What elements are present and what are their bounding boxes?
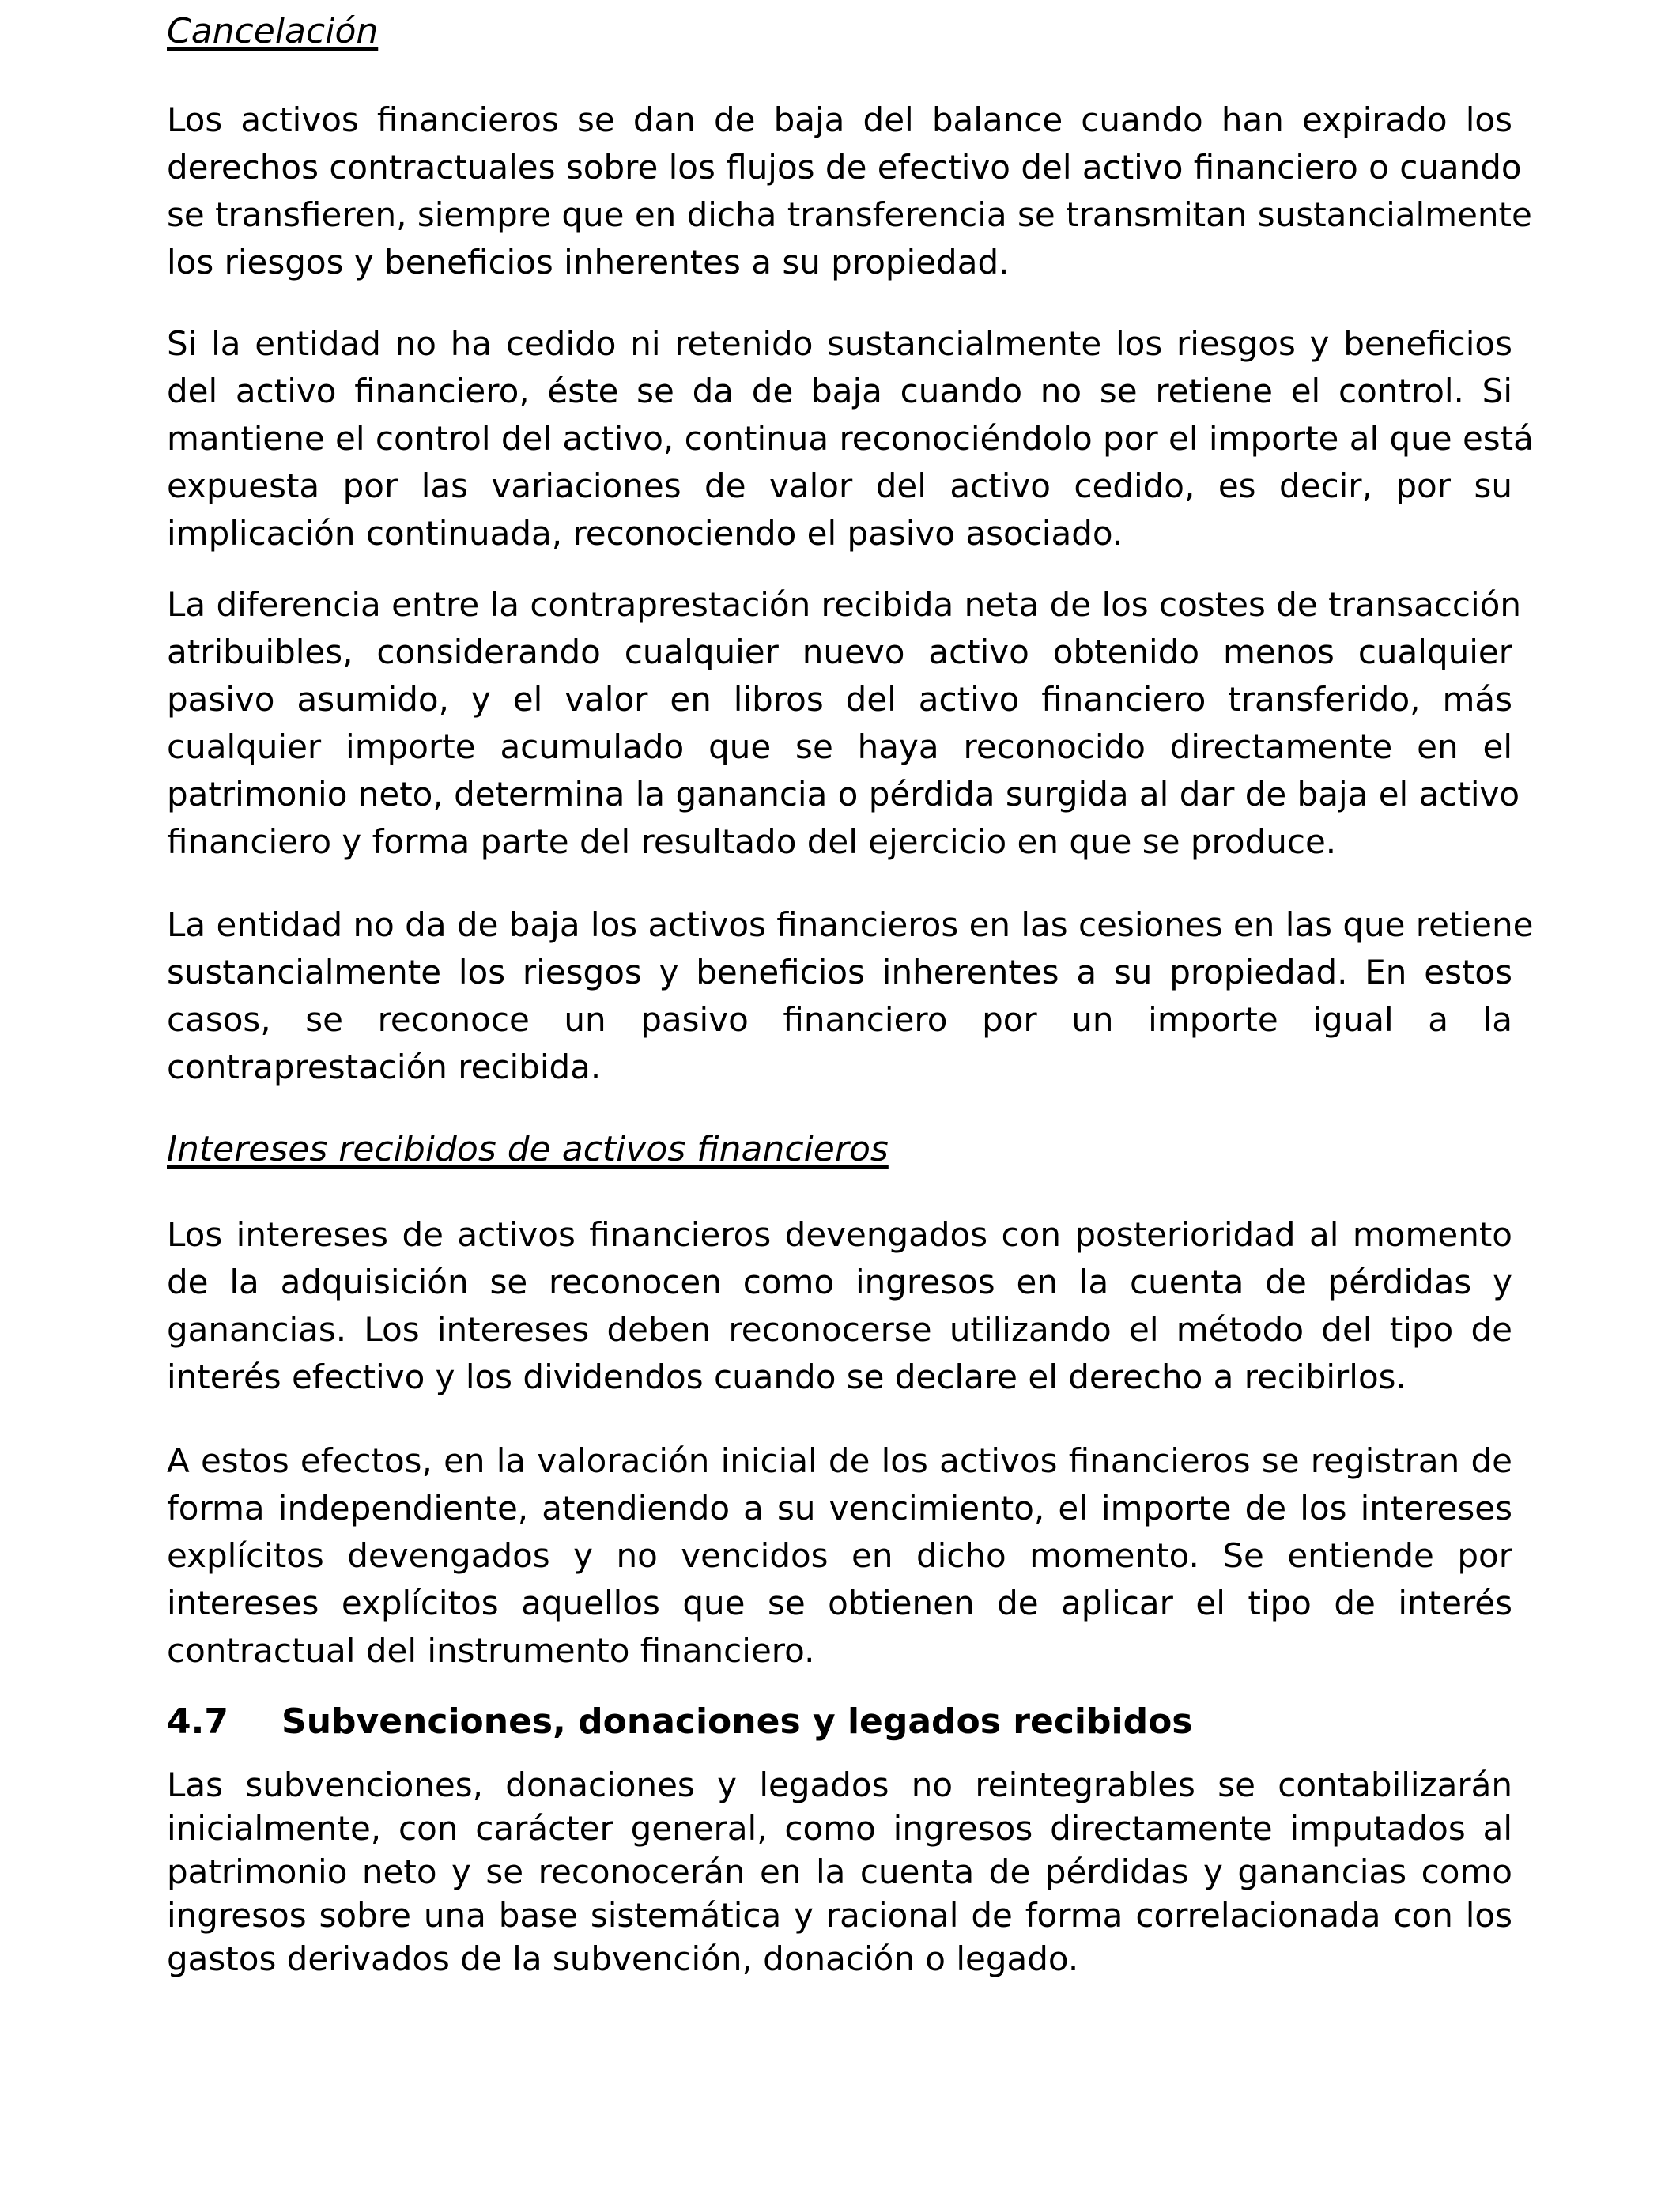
text-line: inicialmente, con carácter general, como ingresos directamente imputados al xyxy=(167,1809,1512,1848)
text-line: intereses explícitos aquellos que se obtienen de aplicar el tipo de interés xyxy=(167,1584,1512,1622)
text-line: atribuibles, considerando cualquier nuevo activo obtenido menos cualquier xyxy=(167,633,1512,671)
text-line: explícitos devengados y no vencidos en dicho momento. Se entiende por xyxy=(167,1536,1512,1575)
text-line: contractual del instrumento financiero. xyxy=(167,1631,815,1670)
section-heading-4-7 xyxy=(167,1698,1193,1746)
paragraph-subvenciones xyxy=(167,1763,1512,1981)
text-line: financiero y forma parte del resultado del ejercicio en que se produce. xyxy=(167,822,1337,861)
text-line: Si la entidad no ha cedido ni retenido sustancialmente los riesgos y beneficios xyxy=(167,324,1512,363)
text-line: pasivo asumido, y el valor en libros del activo financiero transferido, más xyxy=(167,680,1512,719)
text-line: gastos derivados de la subvención, donación o legado. xyxy=(167,1939,1079,1978)
text-line: sustancialmente los riesgos y beneficios inherentes a su propiedad. En estos xyxy=(167,953,1512,991)
text-line: se transfieren, siempre que en dicha transferencia se transmitan sustancialmente xyxy=(167,195,1532,234)
text-line: patrimonio neto y se reconocerán en la cuenta de pérdidas y ganancias como xyxy=(167,1852,1512,1891)
section-title: Subvenciones, donaciones y legados recibidos xyxy=(281,1701,1193,1742)
paragraph-cancelacion-3 xyxy=(167,581,1521,866)
text-line: Los intereses de activos financieros devengados con posterioridad al momento xyxy=(167,1215,1512,1254)
text-line: casos, se reconoce un pasivo financiero por un importe igual a la xyxy=(167,1000,1512,1039)
text-line: patrimonio neto, determina la ganancia o pérdida surgida al dar de baja el activo xyxy=(167,775,1520,814)
text-line: del activo financiero, éste se da de baja cuando no se retiene el control. Si xyxy=(167,372,1512,410)
text-line: ganancias. Los intereses deben reconocerse utilizando el método del tipo de xyxy=(167,1310,1512,1349)
text-line: La diferencia entre la contraprestación recibida neta de los costes de transacción xyxy=(167,585,1521,624)
paragraph-cancelacion-1 xyxy=(167,96,1532,286)
heading-cancelacion: Cancelación xyxy=(167,11,379,51)
text-line: contraprestación recibida. xyxy=(167,1048,602,1086)
heading-intereses: Intereses recibidos de activos financieros xyxy=(167,1129,889,1169)
text-line: A estos efectos, en la valoración inicial de los activos financieros se registran de xyxy=(167,1441,1512,1480)
paragraph-intereses-1 xyxy=(167,1211,1512,1401)
section-number: 4.7 xyxy=(167,1701,228,1742)
text-line: los riesgos y beneficios inherentes a su propiedad. xyxy=(167,243,1010,281)
text-line: forma independiente, atendiendo a su vencimiento, el importe de los intereses xyxy=(167,1489,1512,1527)
text-line: interés efectivo y los dividendos cuando se declare el derecho a recibirlos. xyxy=(167,1358,1406,1396)
text-line: Las subvenciones, donaciones y legados no reintegrables se contabilizarán xyxy=(167,1765,1512,1804)
paragraph-intereses-2 xyxy=(167,1437,1512,1675)
text-line: expuesta por las variaciones de valor del activo cedido, es decir, por su xyxy=(167,466,1512,505)
text-line: mantiene el control del activo, continua reconociéndolo por el importe al que está xyxy=(167,419,1534,458)
text-line: cualquier importe acumulado que se haya reconocido directamente en el xyxy=(167,727,1512,766)
text-line: de la adquisición se reconocen como ingresos en la cuenta de pérdidas y xyxy=(167,1263,1512,1301)
text-line: derechos contractuales sobre los flujos de efectivo del activo financiero o cuando xyxy=(167,148,1522,187)
text-line: La entidad no da de baja los activos financieros en las cesiones en las que retiene xyxy=(167,905,1534,944)
text-line: ingresos sobre una base sistemática y racional de forma correlacionada con los xyxy=(167,1896,1512,1935)
paragraph-cancelacion-4 xyxy=(167,901,1534,1091)
text-line: Los activos financieros se dan de baja del balance cuando han expirado los xyxy=(167,100,1512,139)
text-line: implicación continuada, reconociendo el pasivo asociado. xyxy=(167,514,1123,553)
paragraph-cancelacion-2 xyxy=(167,320,1534,557)
